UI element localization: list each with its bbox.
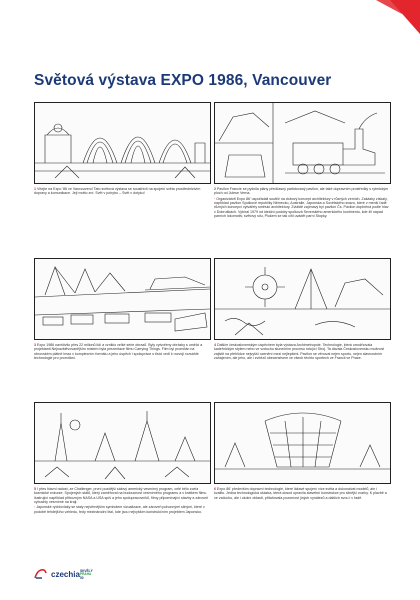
caption-2: 2 Pavilon Francie se pyšnila plány předčasný partidovaný pavilon, ale také dopravním prostředky s rytmickým ploch od Julese Verna. · Organizátoři Expo 86' uspořádali soutěž na dobový koncept architektury v různých zemích. Zakázky získaly, například pavilon Spolkové republiky Německo, Austrálie, Japonska a Sovětského svazu, které v menší řadě různých koncepcí vytvářely směsici architektury. Zvláště zajímavý byl pavilon Čs. Pavilon doplněná podle hlav v Dobruškách. Vybíral 1979 od ideální podoby spolková Severského amerického kontinentu, kde žil nápad parních lokomotiv, světový sílu, Plukem se tak cítil uvádět parní Stopky. — [214, 187, 389, 218]
caption-6: 6 Expo 86' především dopravní technologie, které lákavé spojení více světa a dokonalost modelů, ale i kvalitu. Jedna technologická ukázka, která dosud upravila stavební konstrukce pro silnější vozíky. K plavbě a ve vzduchu, ale i okolní oblasti, přitahovala pozornost jiných vynálezů a dalších svou i v řadě. — [214, 487, 387, 500]
sketch-3 — [34, 258, 211, 340]
caption-3: 3 Expo 1986 navštívilo přes 22 milionů lidí a vzniklo velké série obrazů. Byly vytvořeny obrázky s umělci a projektanti.Nejnavštěvovanějším místem byla prezentace filmu Carrying Things. Film byl promítán na obrovském plátně Imax v komplexním formátu a jeho úspěch i spolupráce s tisíci vedl k rozvoji rozsáhlé technologie pro promítání. — [34, 343, 203, 360]
sketch-4 — [214, 258, 391, 340]
caption-5: 5 I přes hlavní radost, ze Challenger, první pozdější sálový americký vesmírný program, celé bělo zcela kosmické exkurze. Spojených států, který zaměřoval na budoucnost vesmírného programu a v krátkém filmu ilustrující například příbuzným NASA a USA spíš a jeho spolupracovníků, filmy připomínající stavby a zároveň vybuchly vesmírné na kraji. · Japonské rychlovlaky se staly nejvěrnějším symbolem vizualizace, ale zároveň pohonnými silnými, které v podobě tehdejšího vzhledu, tedy mezinárodní fázi, kde jsou nejvyšším konstrukčním projektem Japonsko. — [34, 487, 209, 514]
sketch-2 — [214, 102, 391, 184]
czechia-logo — [34, 569, 80, 579]
sketch-1 — [34, 102, 211, 184]
caption-1: 1 Vítejte na Expo '86 ve Vancouveru! Tato světová výstava se soustředí na spojení světa prostřednictvím dopravy a komunikace. Její motto zní: Svět v pohybu – Svět v dotyku! — [34, 187, 201, 196]
czechia-logo-text: czechia — [51, 569, 80, 579]
corner-decoration — [372, 0, 420, 34]
sketch-6 — [214, 402, 391, 484]
caption-4: 4 Dalším československým úspěchem byla výstava Archimetropole. Technologie, která umožňovala kadeřnickým stylem nebo ve vzduchu slunečním procesu rotující Stroj. Ta dávala Československu možnost zajistit na přehlídce nejvyšší ocenění mezi nejlepšími. Pavilon se věnoval nejen sportu, nejen slavnostním zahájením, ale jeho, ale i zvítězil obecenstvem ve všech těchto sportech ve Francii ve Praze. — [214, 343, 385, 360]
sketch-5 — [34, 402, 211, 484]
czechia-logo-mark-icon — [34, 569, 47, 579]
program-logo: SKVĚLÝ PRAHA 50 — [80, 569, 93, 580]
page-title: Světová výstava EXPO 1986, Vancouver — [34, 72, 332, 89]
